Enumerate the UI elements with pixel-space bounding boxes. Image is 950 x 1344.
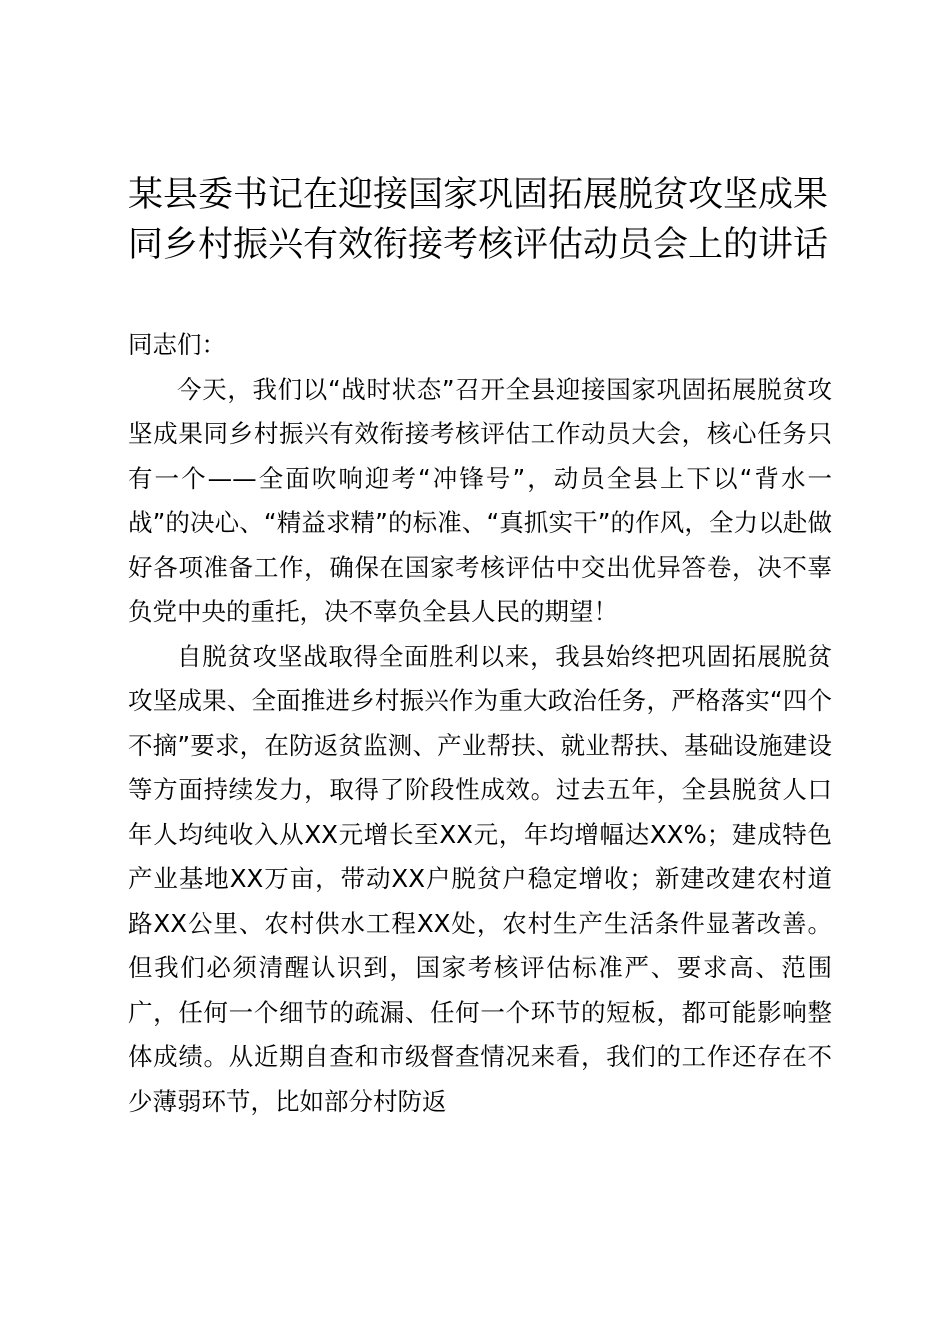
document-title — [118, 170, 838, 270]
paragraph-1: 今天，我们以“战时状态”召开全县迎接国家巩固拓展脱贫攻坚成果同乡村振兴有效衔接考核评估工作动员大会，核心任务只有一个——全面吹响迎考“冲锋号”，动员全县上下以“背水一战”的决心、“精益求精”的标准、“真抓实干”的作风，全力以赴做好各项准备工作，确保在国家考核评估中交出优异答卷，决不辜负党中央的重托，决不辜负全县人民的期望！ — [128, 374, 832, 626]
title-line-1: 某县委书记在迎接国家巩固拓展脱贫攻坚成果 — [127, 175, 828, 215]
paragraph-2: 自脱贫攻坚战取得全面胜利以来，我县始终把巩固拓展脱贫攻坚成果、全面推进乡村振兴作为重大政治任务，严格落实“四个不摘”要求，在防返贫监测、产业帮扶、就业帮扶、基础设施建设等方面持续发力，取得了阶段性成效。过去五年，全县脱贫人口年人均纯收入从XX元增长至XX元，年均增幅达XX%；建成特色产业基地XX万亩，带动XX户脱贫户稳定增收；新建改建农村道路XX公里、农村供水工程XX处，农村生产生活条件显著改善。但我们必须清醒认识到，国家考核评估标准严、要求高、范围广，任何一个细节的疏漏、任何一个环节的短板，都可能影响整体成绩。从近期自查和市级督查情况来看，我们的工作还存在不少薄弱环节，比如部分村防返 — [128, 641, 832, 1116]
document-body — [128, 323, 832, 1124]
greeting: 同志们： — [128, 330, 226, 359]
title-line-2: 同乡村振兴有效衔接考核评估动员会上的讲话 — [127, 225, 828, 265]
